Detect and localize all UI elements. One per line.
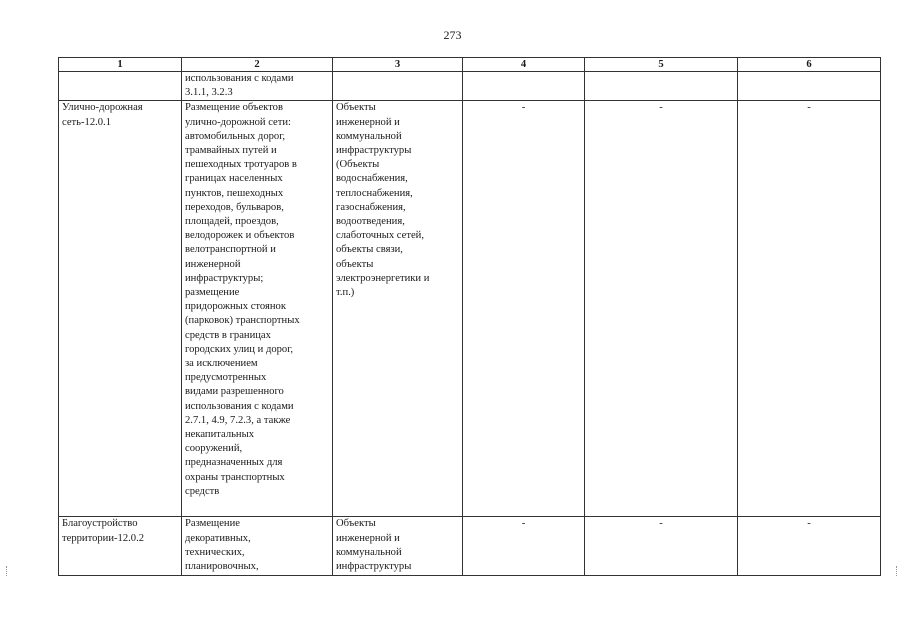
table-row-continuation <box>59 72 881 101</box>
scan-edge-mark-left <box>6 566 9 576</box>
cell-col5 <box>585 72 738 101</box>
cell-col4: - <box>463 101 585 517</box>
cell-col4: - <box>463 517 585 576</box>
table-row-street-network <box>59 101 881 517</box>
column-header-5: 5 <box>585 58 738 72</box>
cell-type <box>59 72 182 101</box>
cell-auxiliary: Объекты инженерной и коммунальной инфраструктуры <box>333 517 463 576</box>
cell-col4 <box>463 72 585 101</box>
column-header-1: 1 <box>59 58 182 72</box>
cell-auxiliary: Объекты инженерной и коммунальной инфраструктуры (Объекты водоснабжения, теплоснабжения, газоснабжения, водоотведения, слаботочных сетей, объекты связи, объекты электроэнергетики и т.п.) <box>333 101 463 517</box>
cell-type: Благоустройство территории-12.0.2 <box>59 517 182 576</box>
cell-description: использования с кодами 3.1.1, 3.2.3 <box>182 72 333 101</box>
table-row-landscaping <box>59 517 881 576</box>
column-header-2: 2 <box>182 58 333 72</box>
column-header-3: 3 <box>333 58 463 72</box>
header-row <box>59 58 881 72</box>
cell-description: Размещение объектов улично-дорожной сети: автомобильных дорог, трамвайных путей и пешеходных тротуаров в границах населенных пунктов, пешеходных переходов, бульваров, площадей, проездов, велодорожек и объектов велотранспортной и инженерной инфраструктуры; размещение придорожных стоянок (парковок) транспортных средств в границах городских улиц и дорог, за исключением предусмотренных видами разрешенного использования с кодами 2.7.1, 4.9, 7.2.3, а также некапитальных сооружений, предназначенных для охраны транспортных средств <box>182 101 333 517</box>
cell-col6: - <box>738 101 881 517</box>
column-header-4: 4 <box>463 58 585 72</box>
column-header-6: 6 <box>738 58 881 72</box>
regulation-table <box>58 57 881 576</box>
cell-description: Размещение декоративных, технических, планировочных, <box>182 517 333 576</box>
cell-col5: - <box>585 517 738 576</box>
scan-edge-mark-right <box>896 566 899 576</box>
page-number: 273 <box>443 28 462 42</box>
cell-col6: - <box>738 517 881 576</box>
cell-col5: - <box>585 101 738 517</box>
cell-col6 <box>738 72 881 101</box>
cell-auxiliary <box>333 72 463 101</box>
cell-type: Улично-дорожная сеть-12.0.1 <box>59 101 182 517</box>
